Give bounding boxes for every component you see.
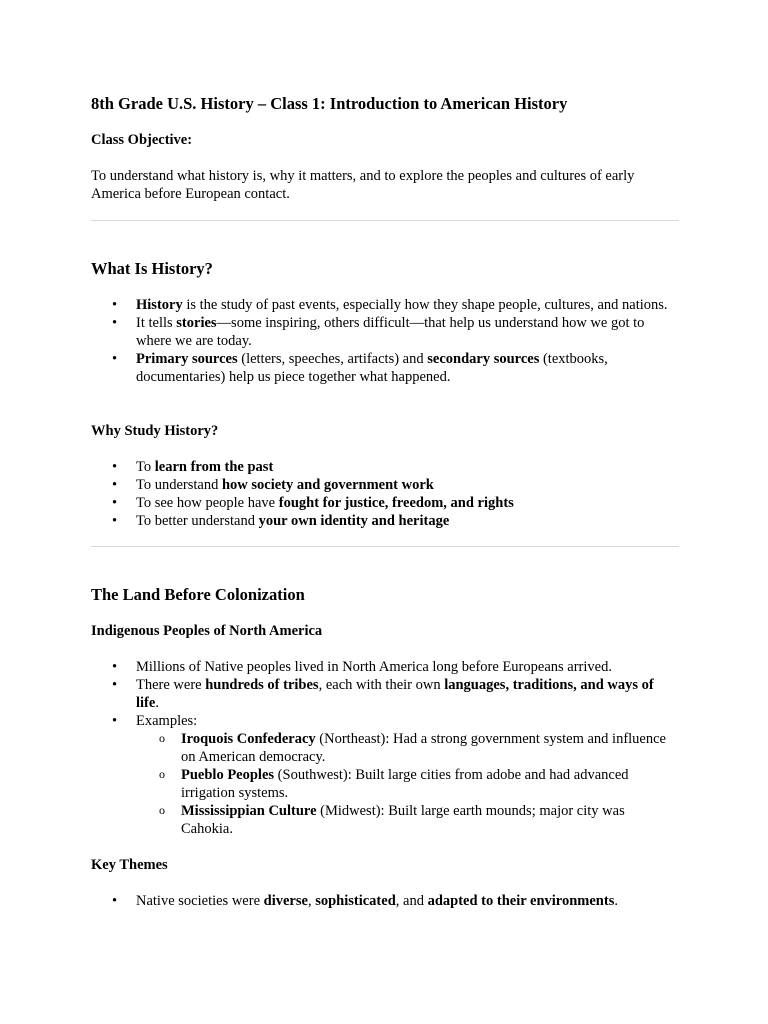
list-item: • Primary sources (letters, speeches, artifacts) and secondary sources (textbooks, documentaries) help us piece together what happened.	[91, 350, 679, 386]
list-item: • Native societies were diverse, sophisticated, and adapted to their environments.	[91, 892, 679, 910]
list-item: • There were hundreds of tribes, each with their own languages, traditions, and ways of life.	[91, 676, 679, 712]
list-item: • To learn from the past	[91, 458, 679, 476]
indigenous-list	[91, 658, 679, 838]
key-themes-list	[91, 892, 679, 910]
list-item: • To better understand your own identity and heritage	[91, 512, 679, 530]
examples-list	[136, 730, 679, 838]
why-study-heading: Why Study History?	[91, 423, 219, 439]
what-is-history-list	[91, 296, 679, 386]
list-item: o Pueblo Peoples (Southwest): Built large cities from adobe and had advanced irrigation systems.	[136, 766, 679, 802]
list-item: • History is the study of past events, especially how they shape people, cultures, and nations.	[91, 296, 679, 314]
list-item: • Examples: o Iroquois Confederacy (Northeast): Had a strong government system and influence on American democracy. o Pueblo Peoples (Southwest): Built large cities from adobe and had advanced irrigation systems. o Mississippian Culture (Midwest): Built large earth mounds; major city was Cahokia.	[91, 712, 679, 838]
list-item: • To see how people have fought for justice, freedom, and rights	[91, 494, 679, 512]
section-divider	[91, 220, 679, 221]
list-item: o Mississippian Culture (Midwest): Built large earth mounds; major city was Cahokia.	[136, 802, 679, 838]
objective-text: To understand what history is, why it matters, and to explore the peoples and cultures of early America before European contact.	[91, 168, 635, 202]
list-item: • It tells stories—some inspiring, others difficult—that help us understand how we got to where we are today.	[91, 314, 679, 350]
list-item: • To understand how society and government work	[91, 476, 679, 494]
why-study-list	[91, 458, 679, 530]
land-heading: The Land Before Colonization	[91, 585, 305, 604]
document-title: 8th Grade U.S. History – Class 1: Introduction to American History	[91, 94, 568, 113]
list-item: • Millions of Native peoples lived in North America long before Europeans arrived.	[91, 658, 679, 676]
key-themes-heading: Key Themes	[91, 857, 168, 873]
objective-heading: Class Objective:	[91, 132, 193, 148]
what-is-history-heading: What Is History?	[91, 259, 213, 278]
indigenous-subheading: Indigenous Peoples of North America	[91, 623, 323, 639]
list-item: o Iroquois Confederacy (Northeast): Had a strong government system and influence on American democracy.	[136, 730, 679, 766]
section-divider	[91, 546, 679, 547]
